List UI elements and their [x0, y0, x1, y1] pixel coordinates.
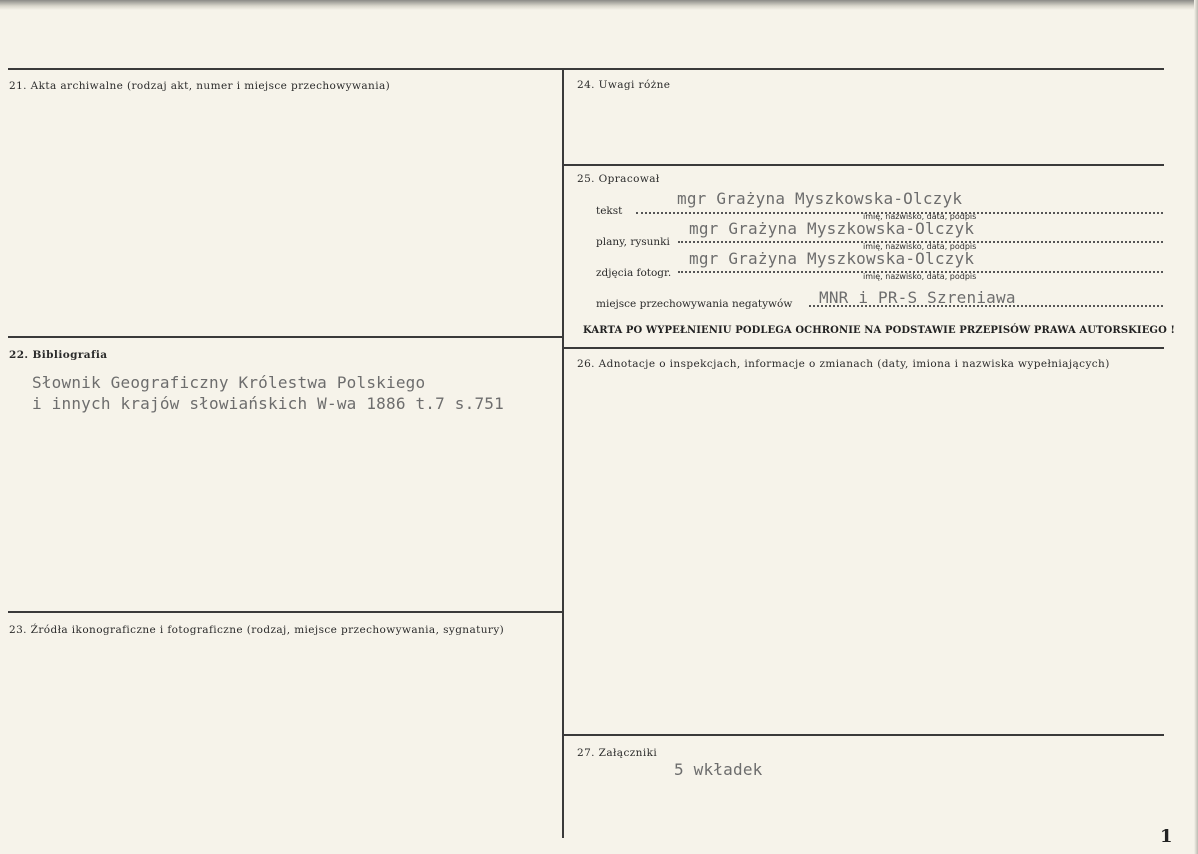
section-26-label: 26. Adnotacje o inspekcjach, informacje o zmianach (daty, imiona i nazwiska wypełniających): [577, 358, 1110, 370]
section-24-label: 24. Uwagi różne: [577, 79, 671, 91]
rule-21-22: [8, 336, 563, 338]
center-divider: [562, 68, 564, 838]
field-plany-label: plany, rysunki: [596, 236, 670, 248]
top-rule: [8, 68, 1164, 70]
negatives-value: MNR i PR-S Szreniawa: [819, 288, 1016, 307]
section-25-label: 25. Opracował: [577, 173, 660, 185]
attachments-value: 5 wkładek: [674, 760, 763, 779]
section-21-label: 21. Akta archiwalne (rodzaj akt, numer i miejsce przechowywania): [9, 80, 391, 92]
rule-26-27: [563, 734, 1164, 736]
field-zdjecia-caption: imię, nazwisko, data, podpis: [863, 272, 977, 281]
negatives-label: miejsce przechowywania negatywów: [596, 298, 793, 310]
field-tekst-caption: imię, nazwisko, data, podpis: [863, 212, 977, 221]
field-plany-value: mgr Grażyna Myszkowska-Olczyk: [689, 219, 975, 238]
bibliography-line-1: Słownik Geograficzny Królestwa Polskiego: [32, 373, 426, 392]
section-22-label: 22. Bibliografia: [9, 349, 108, 361]
section-27-label: 27. Załączniki: [577, 747, 658, 759]
paper-top-edge: [0, 0, 1198, 10]
bibliography-line-2: i innych krajów słowiańskich W-wa 1886 t.7 s.751: [32, 394, 504, 413]
page-number-mark: 1: [1160, 826, 1173, 847]
field-zdjecia-value: mgr Grażyna Myszkowska-Olczyk: [689, 249, 975, 268]
field-tekst-value: mgr Grażyna Myszkowska-Olczyk: [677, 189, 963, 208]
paper-right-edge: [1194, 0, 1198, 854]
copyright-notice: KARTA PO WYPEŁNIENIU PODLEGA OCHRONIE NA PODSTAWIE PRZEPISÓW PRAWA AUTORSKIEGO !: [583, 325, 1175, 336]
rule-24-25: [563, 164, 1164, 166]
field-plany-caption: imię, nazwisko, data, podpis: [863, 242, 977, 251]
field-tekst-label: tekst: [596, 205, 623, 217]
rule-25-26: [563, 347, 1164, 349]
section-23-label: 23. Źródła ikonograficzne i fotograficzne (rodzaj, miejsce przechowywania, sygnatury): [9, 624, 505, 636]
field-zdjecia-label: zdjęcia fotogr.: [596, 267, 672, 279]
rule-22-23: [8, 611, 563, 613]
